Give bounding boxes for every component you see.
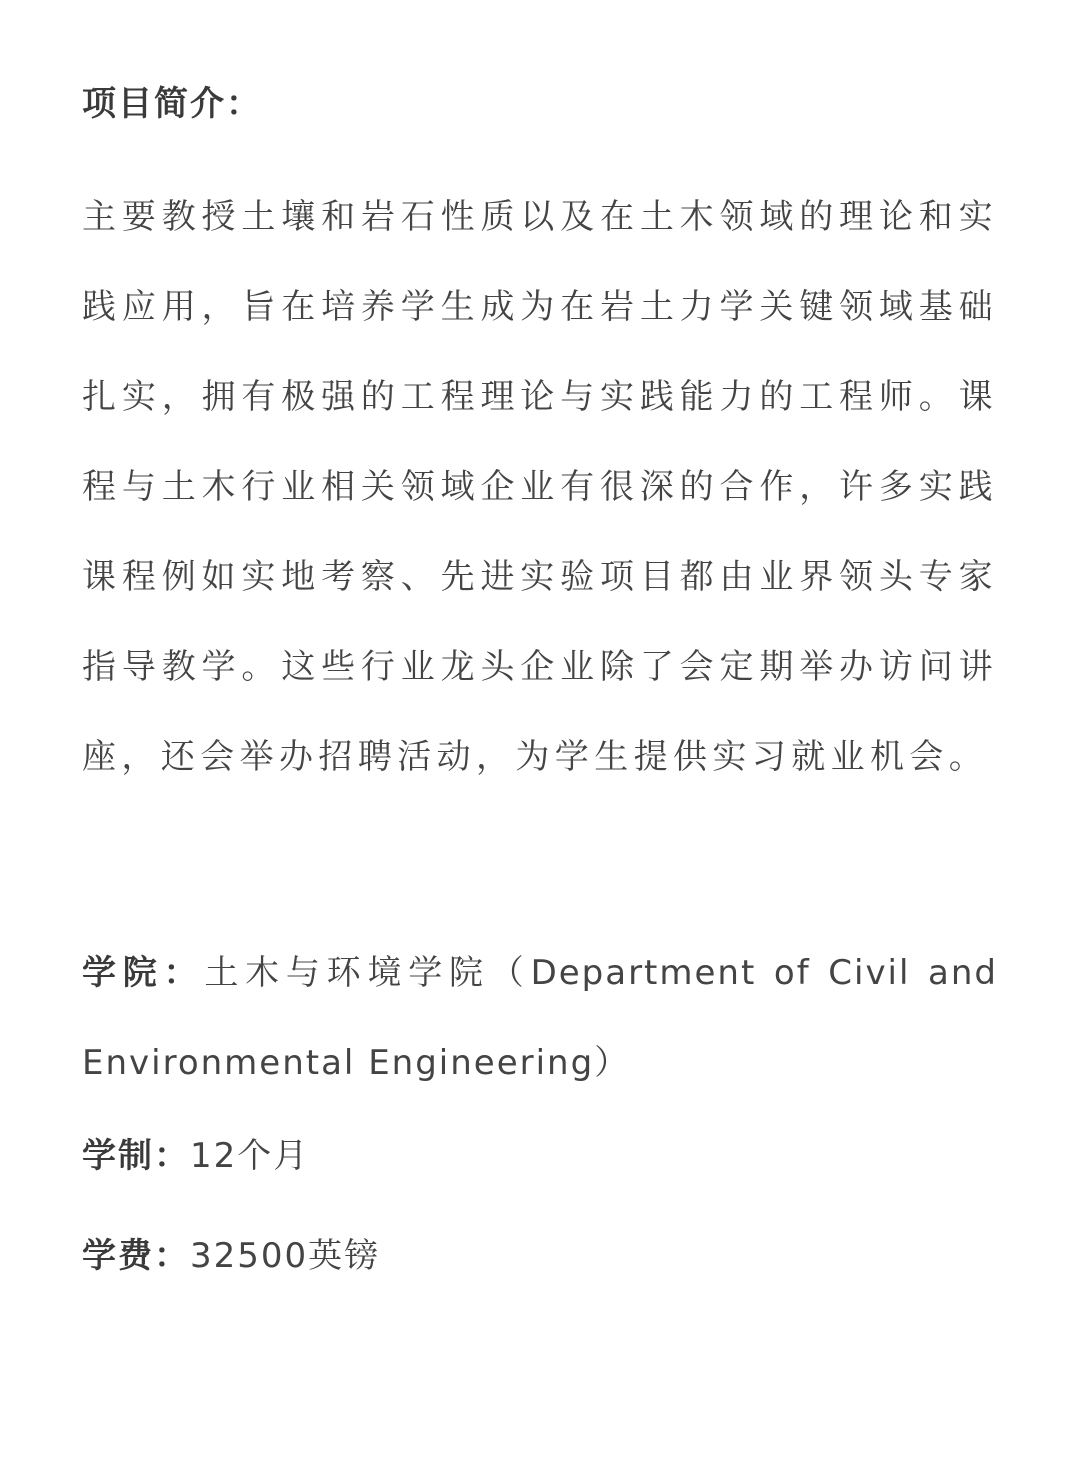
tuition-line — [82, 1230, 998, 1282]
intro-heading: 项目简介： — [82, 84, 262, 124]
tuition-value: 32500英镑 — [190, 1236, 381, 1276]
duration-label: 学制： — [82, 1136, 190, 1176]
college-line — [82, 928, 998, 1108]
college-label: 学院： — [82, 953, 205, 993]
tuition-label: 学费： — [82, 1236, 190, 1276]
intro-paragraph: 主要教授土壤和岩石性质以及在土木领域的理论和实践应用，旨在培养学生成为在岩土力学关键领域基础扎实，拥有极强的工程理论与实践能力的工程师。课程与土木行业相关领域企业有很深的合作，许多实践课程例如实地考察、先进实验项目都由业界领头专家指导教学。这些行业龙头企业除了会定期举办访问讲座，还会举办招聘活动，为学生提供实习就业机会。 — [82, 197, 998, 777]
duration-value: 12个月 — [190, 1136, 310, 1176]
duration-line — [82, 1130, 998, 1182]
college-value: 土木与环境学院（Department of Civil and Environmental Engineering） — [82, 953, 999, 1083]
